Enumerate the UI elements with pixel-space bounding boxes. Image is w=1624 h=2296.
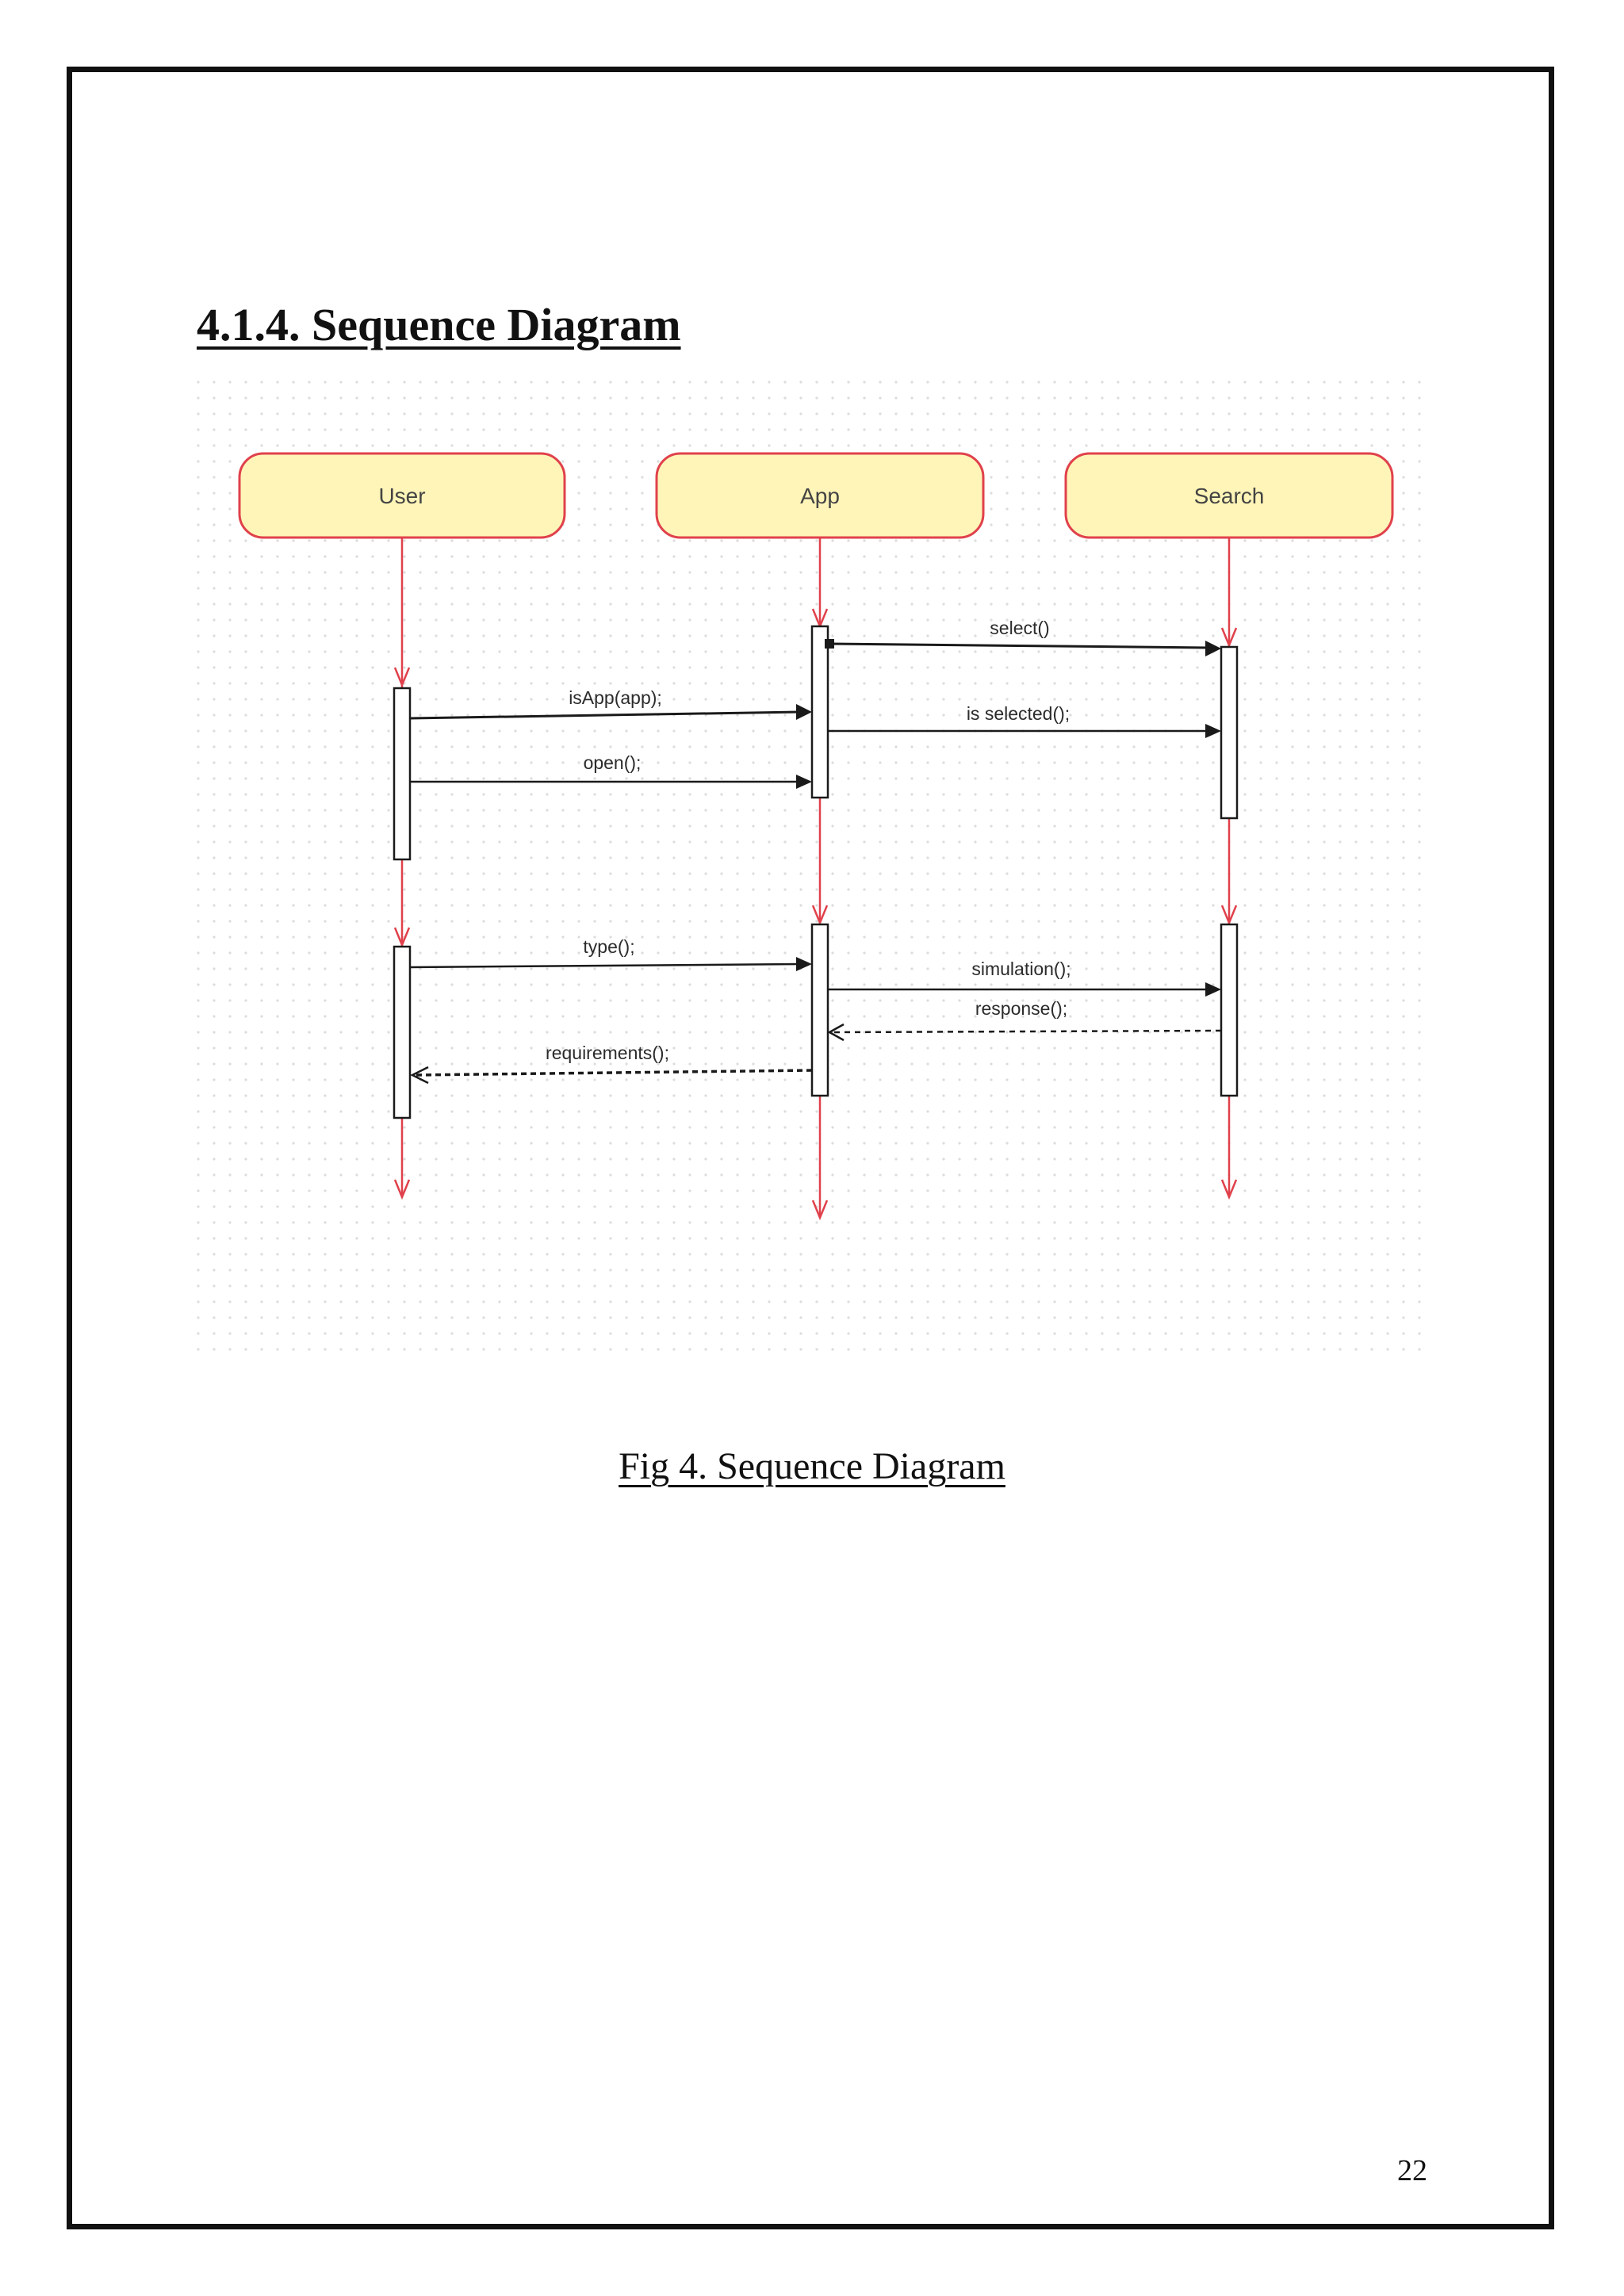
message-isapp-label: isApp(app); — [569, 687, 662, 708]
section-heading: 4.1.4. Sequence Diagram — [197, 299, 681, 350]
page-number: 22 — [1397, 2154, 1427, 2187]
message-is-selected-label: is selected(); — [966, 703, 1071, 724]
participant-app — [657, 453, 983, 538]
participant-search — [1066, 453, 1392, 538]
message-requirements-label: requirements(); — [546, 1043, 669, 1063]
message-open-label: open(); — [583, 752, 642, 773]
activation-app-1 — [812, 626, 828, 798]
activation-user-2 — [394, 947, 410, 1118]
participant-app-label: App — [800, 484, 840, 508]
activation-app-2 — [812, 924, 828, 1096]
message-response-label: response(); — [975, 998, 1068, 1019]
participant-search-label: Search — [1193, 484, 1265, 508]
participant-user-label: User — [378, 484, 426, 508]
sequence-diagram — [197, 381, 1434, 1364]
activation-search-1 — [1221, 647, 1237, 818]
message-select-label: select() — [990, 618, 1050, 638]
figure-caption-text: Fig 4. Sequence Diagram — [619, 1445, 1005, 1487]
activation-search-2 — [1221, 924, 1237, 1096]
figure-caption — [0, 1445, 1624, 1488]
sequence-diagram-canvas — [197, 381, 1434, 1364]
message-simulation-label: simulation(); — [971, 959, 1071, 979]
participant-user — [239, 453, 565, 538]
message-type-label: type(); — [583, 936, 635, 957]
activation-user-1 — [394, 688, 410, 859]
